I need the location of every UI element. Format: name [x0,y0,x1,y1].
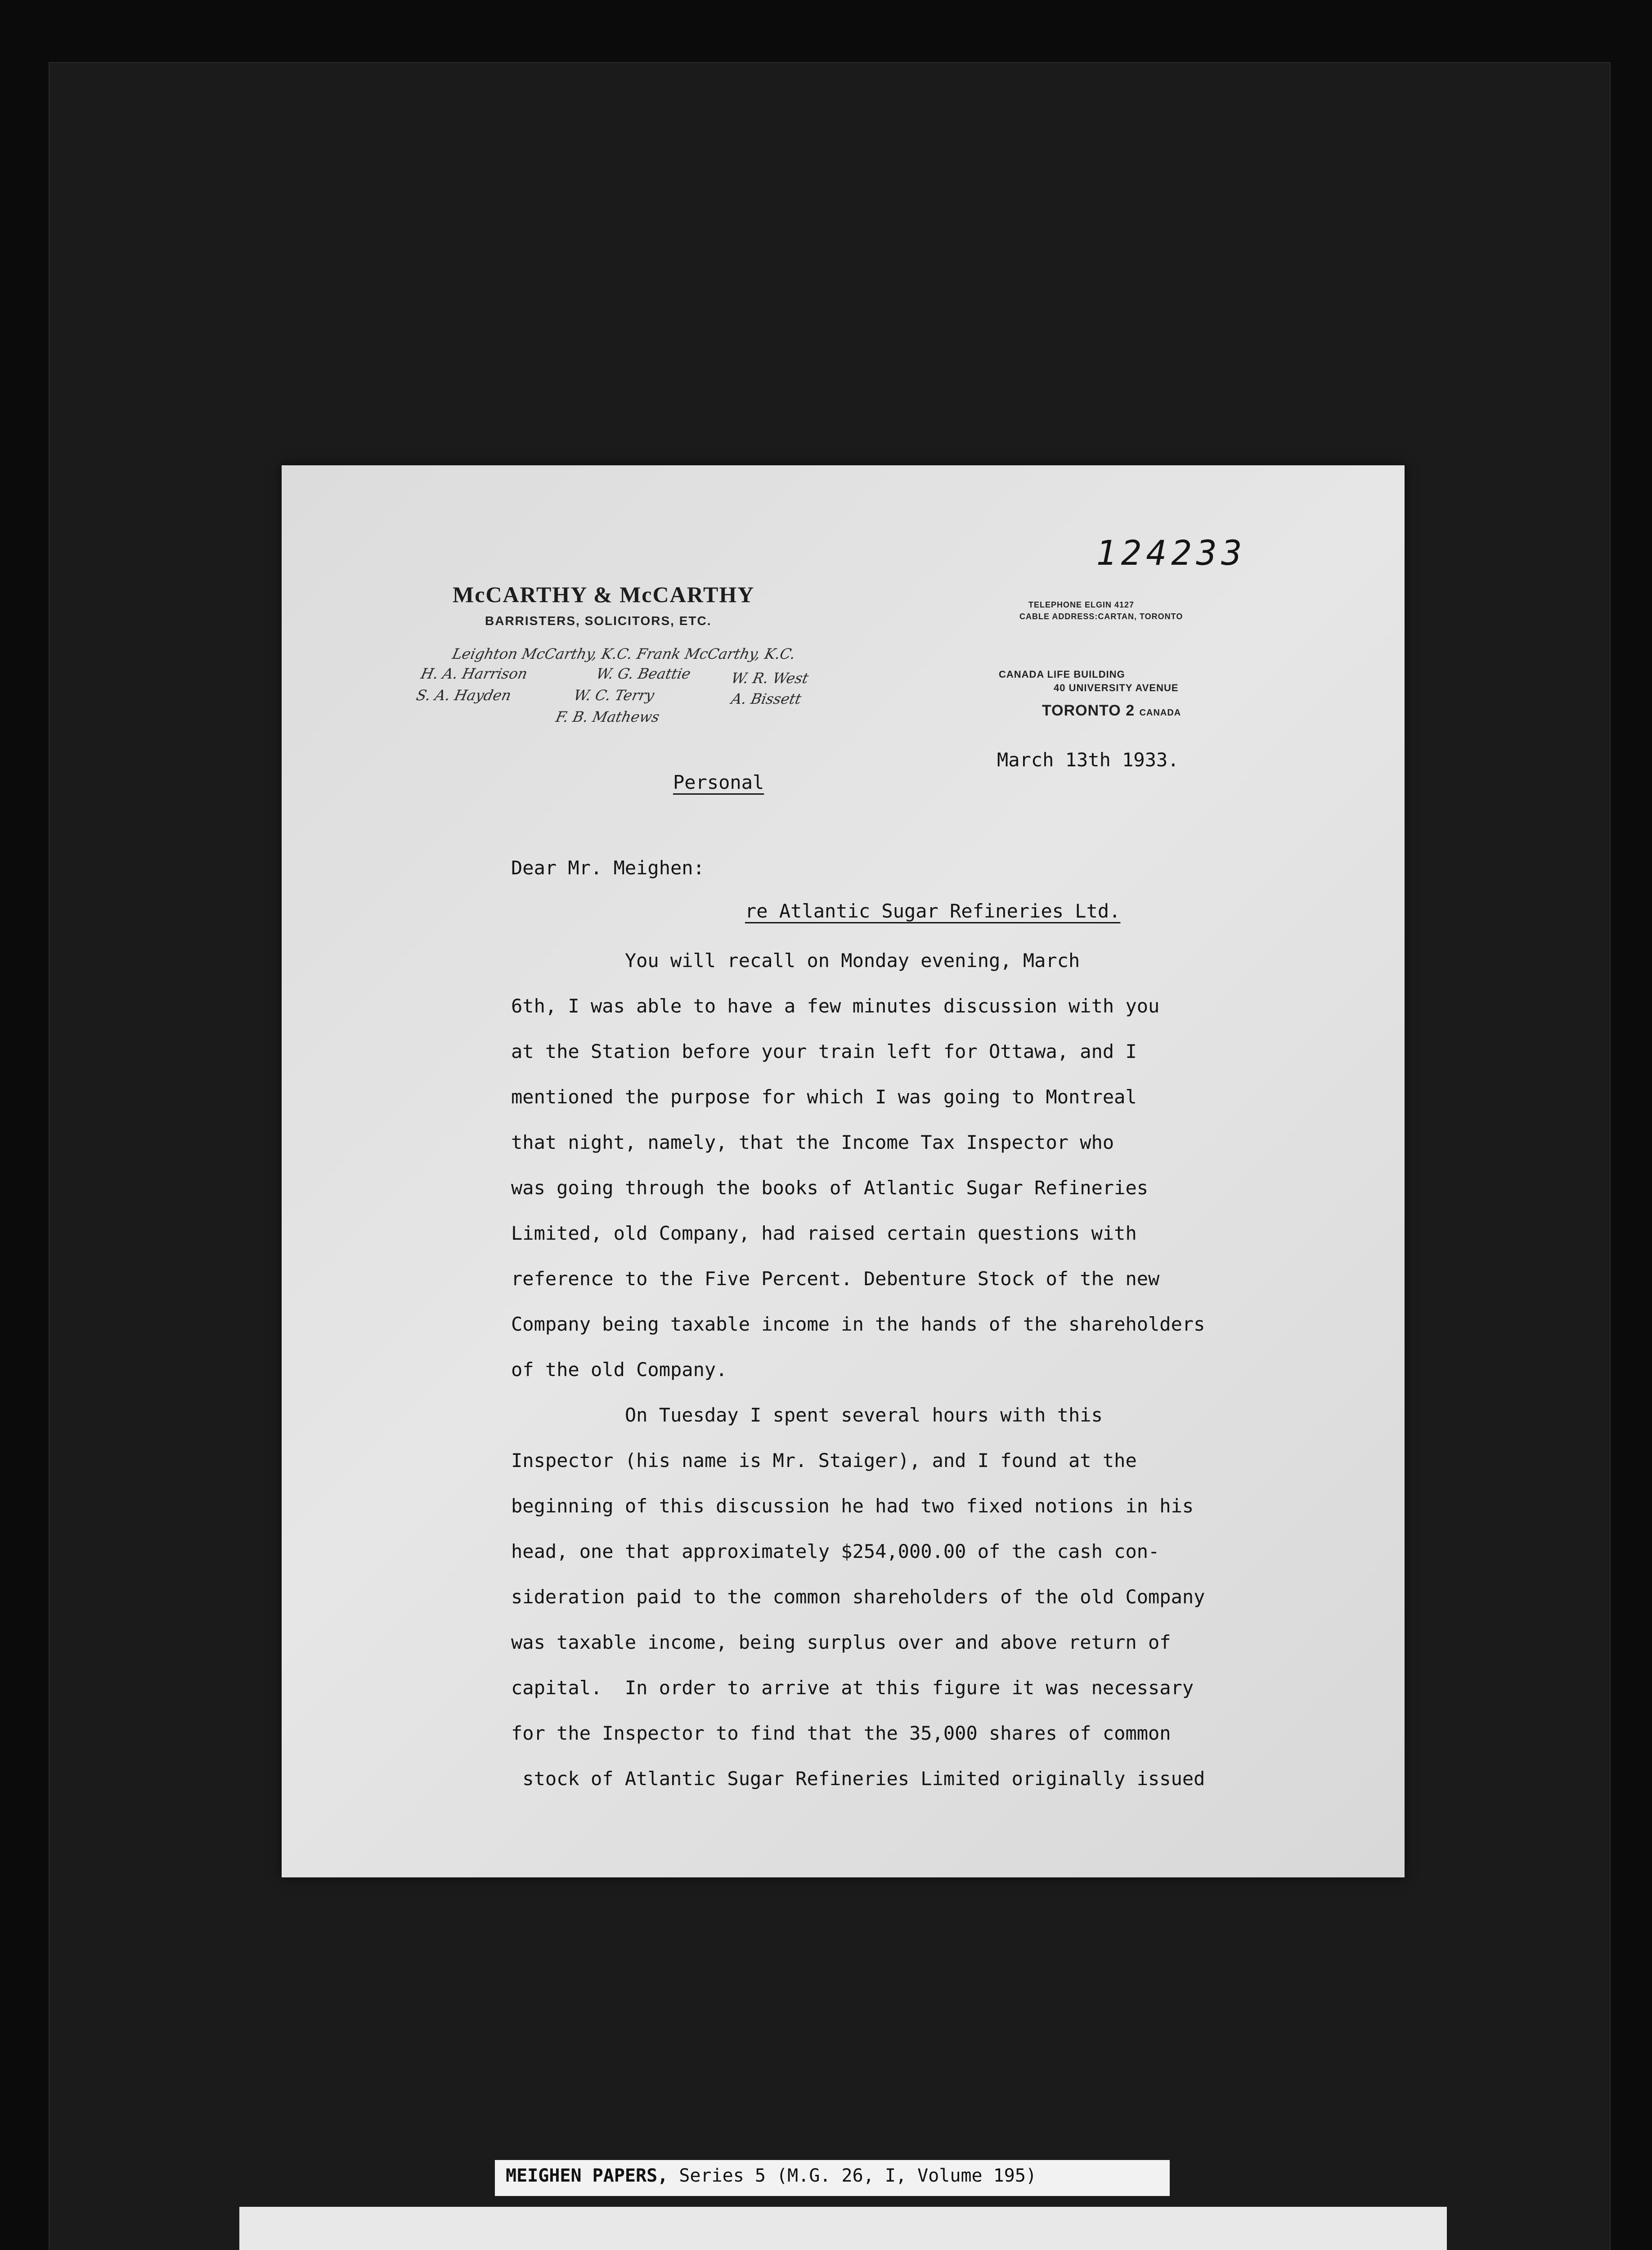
body-line: 6th, I was able to have a few minutes discussion with you [511,995,1160,1017]
partner-name: A. Bissett [729,690,803,707]
cable-address-line: CABLE ADDRESS:CARTAN, TORONTO [1019,612,1183,621]
partner-name: H. A. Harrison [419,665,529,682]
telephone-line: TELEPHONE ELGIN 4127 [1028,600,1135,609]
partner-name: F. B. Mathews [554,708,661,725]
personal-label: Personal [673,771,764,793]
partner-signatures [414,645,857,758]
body-line: Company being taxable income in the hands of the shareholders [511,1313,1205,1335]
body-line: sideration paid to the common shareholders of the old Company [511,1586,1205,1608]
body-line: capital. In order to arrive at this figure it was necessary [511,1677,1194,1699]
body-line: mentioned the purpose for which I was going to Montreal [511,1086,1137,1108]
body-line: was taxable income, being surplus over and above return of [511,1631,1171,1653]
series-label [495,2160,1170,2196]
series-detail: Series 5 (M.G. 26, I, Volume 195) [679,2165,1037,2186]
letter-body [511,938,1375,1801]
document-number: 124233 [1096,533,1247,573]
letter-page [282,465,1405,1877]
body-line: for the Inspector to find that the 35,000 shares of common [511,1722,1171,1744]
partner-name: W. C. Terry [572,687,656,704]
partner-name: Leighton McCarthy, K.C. [450,645,634,662]
country-name: CANADA [1139,708,1181,718]
body-line: reference to the Five Percent. Debenture Stock of the new [511,1268,1160,1290]
body-line: stock of Atlantic Sugar Refineries Limited originally issued [511,1768,1205,1790]
body-line: that night, namely, that the Income Tax Inspector who [511,1131,1114,1153]
body-line: Limited, old Company, had raised certain questions with [511,1222,1137,1244]
body-line: head, one that approximately $254,000.00 of the cash con- [511,1540,1160,1562]
subject-line: re Atlantic Sugar Refineries Ltd. [745,900,1121,922]
body-line: beginning of this discussion he had two fixed notions in his [511,1495,1194,1517]
salutation: Dear Mr. Meighen: [511,857,705,879]
partner-name: W. R. West [729,670,810,687]
body-line: was going through the books of Atlantic Sugar Refineries [511,1177,1149,1199]
street-line: 40 UNIVERSITY AVENUE [1054,682,1179,693]
body-line: at the Station before your train left for Ottawa, and I [511,1040,1137,1062]
archives-card [239,2207,1447,2250]
city-name: TORONTO 2 [1042,702,1135,719]
body-line: On Tuesday I spent several hours with this [511,1404,1103,1426]
firm-subtitle: BARRISTERS, SOLICITORS, ETC. [485,614,712,628]
letter-date: March 13th 1933. [997,749,1179,771]
partner-name: Frank McCarthy, K.C. [635,645,797,662]
body-line: Inspector (his name is Mr. Staiger), and I found at the [511,1449,1137,1472]
body-line: of the old Company. [511,1359,727,1381]
body-line: You will recall on Monday evening, March [511,950,1080,972]
building-line: CANADA LIFE BUILDING [999,669,1125,680]
city-line [1042,702,1181,720]
partner-name: S. A. Hayden [414,687,513,704]
series-title: MEIGHEN PAPERS, [506,2165,669,2186]
partner-name: W. G. Beattie [594,665,692,682]
firm-name: McCARTHY & McCARTHY [453,582,755,607]
